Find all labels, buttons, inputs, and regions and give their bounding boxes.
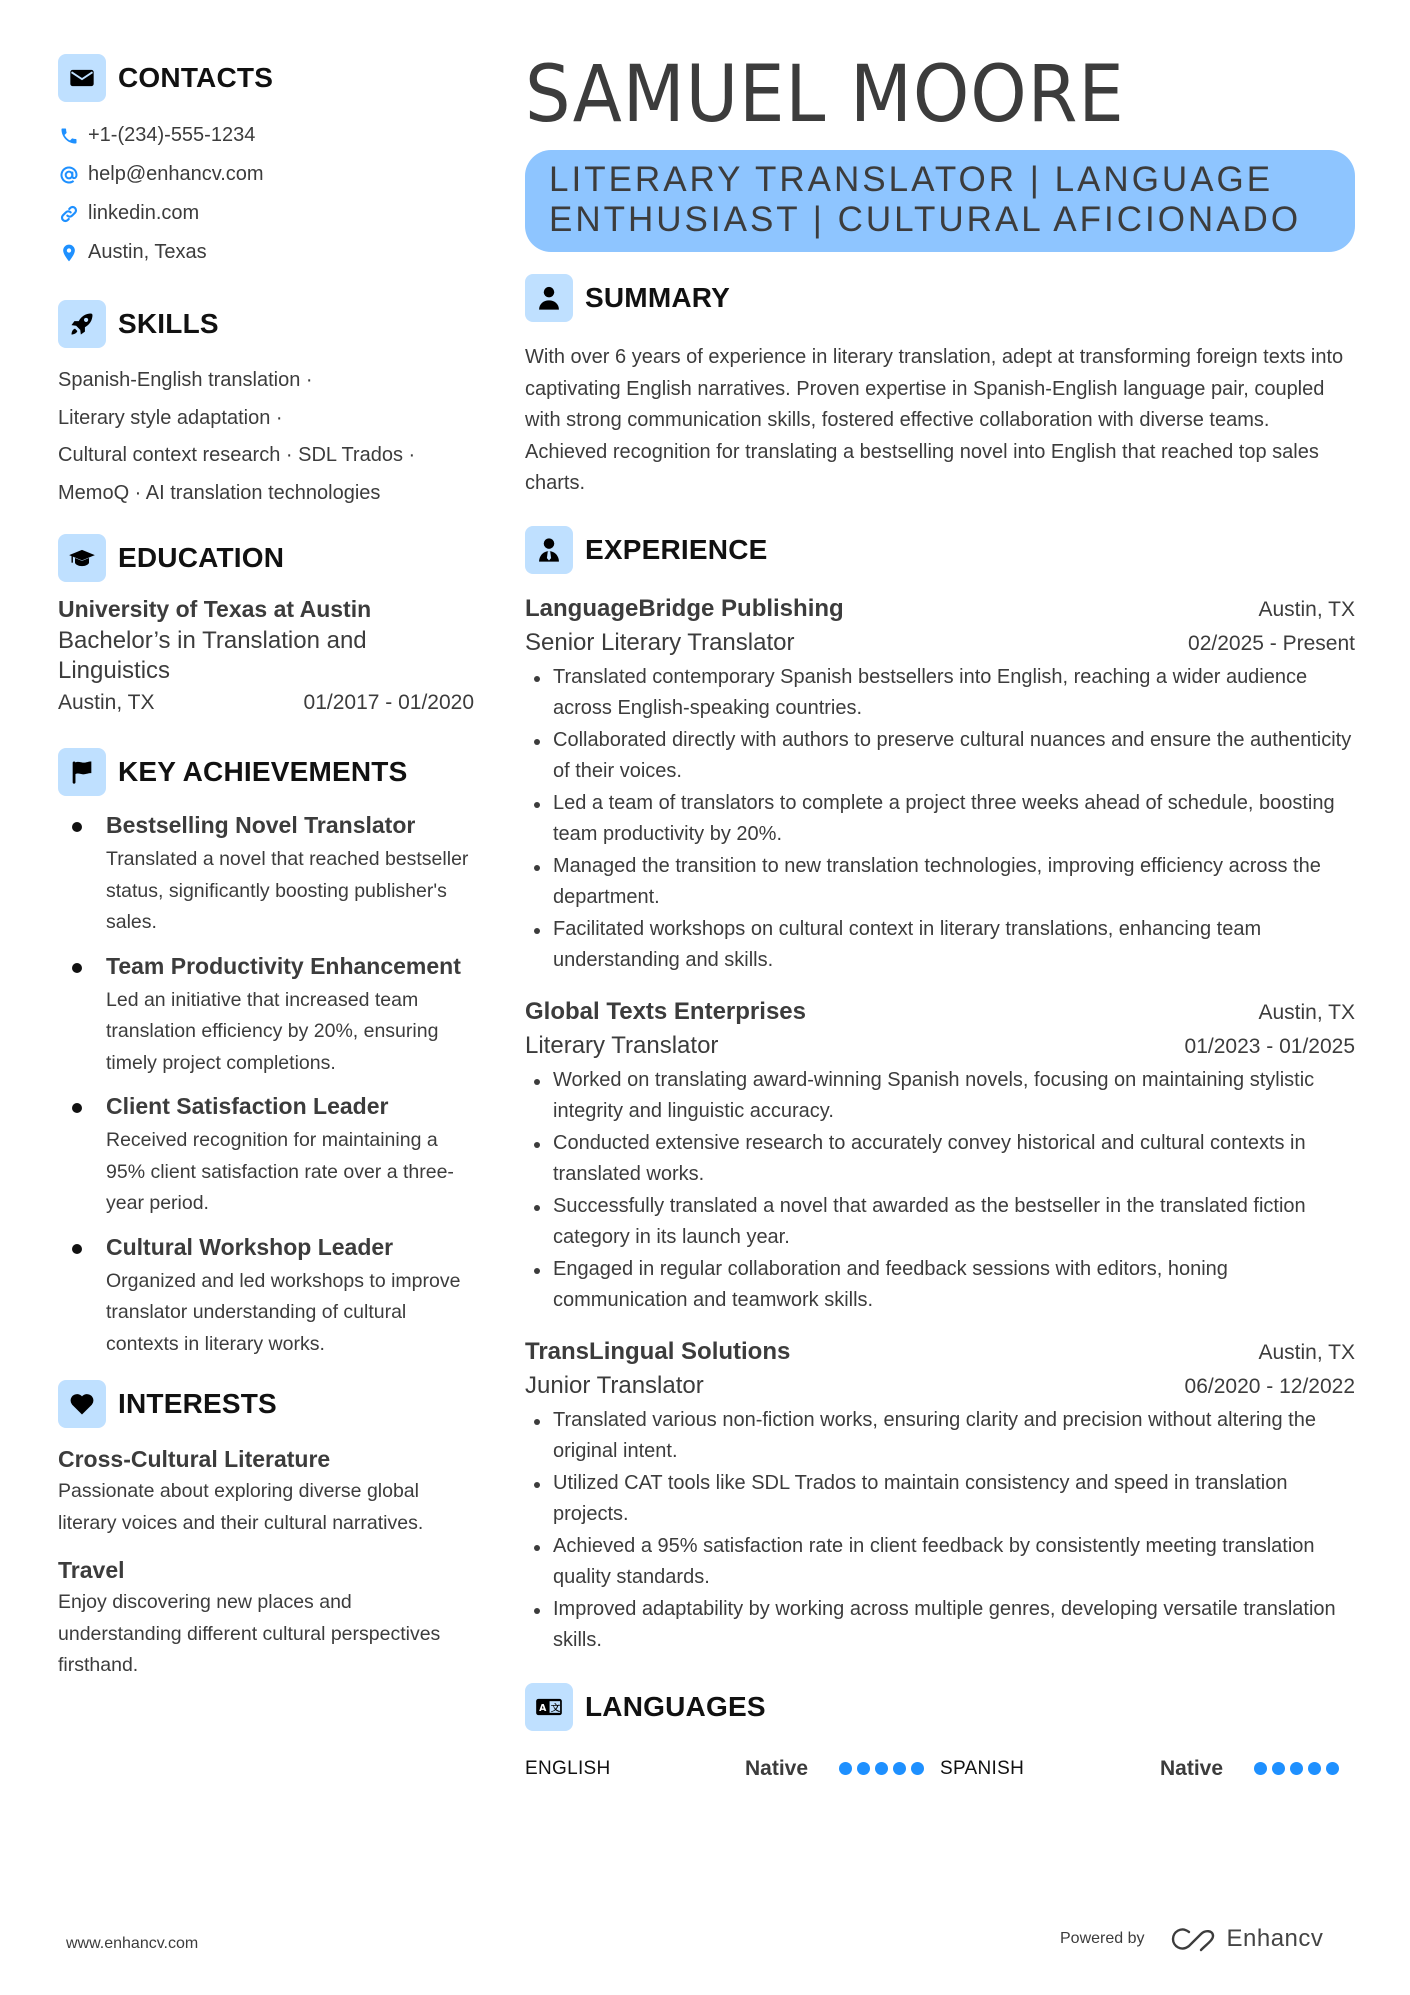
job-header [525,592,1355,626]
at-icon [58,164,80,186]
skills-list [58,362,478,512]
interests-list [58,1442,478,1682]
language-name: SPANISH [940,1757,1025,1779]
job-bullet: Worked on translating award-winning Spanish novels, focusing on maintaining stylistic integrity and linguistic accuracy. [525,1065,1355,1128]
achievements-header [58,748,478,796]
right-column [525,50,1355,1781]
languages-header [525,1683,1355,1731]
dot-icon [1290,1762,1303,1775]
language-level: Native [745,1756,809,1780]
achievement-desc: Organized and led workshops to improve translator understanding of cultural contexts in literary works. [106,1269,461,1355]
job-location: Austin, TX [1258,1340,1355,1364]
section-title: SKILLS [118,308,219,339]
job-bullet: Engaged in regular collaboration and feedback sessions with editors, honing communication and teamwork skills. [525,1254,1355,1317]
job-subheader [525,1369,1355,1403]
brand-name: Enhancv [1226,1925,1324,1952]
achievement-title: Cultural Workshop Leader [106,1233,394,1260]
proficiency-dots [839,1762,924,1775]
skills-header [58,300,478,348]
graduation-cap-icon [58,534,106,582]
section-title: EXPERIENCE [585,533,768,565]
job-bullet: Led a team of translators to complete a project three weeks ahead of schedule, boosting team productivity by 20%. [525,788,1355,851]
language-item [940,1757,1355,1781]
language-item [525,1757,940,1781]
interest-desc: Passionate about exploring diverse global literary voices and their cultural narratives. [58,1480,424,1534]
job-role: Junior Translator [525,1371,704,1399]
achievements-section [58,748,478,1360]
achievement-title: Team Productivity Enhancement [106,952,461,979]
dot-icon [1254,1762,1267,1775]
skills-section [58,300,478,512]
footer-branding[interactable] [1060,1925,1323,1953]
rocket-icon [58,300,106,348]
contact-location [58,233,478,272]
job-company: Global Texts Enterprises [525,997,806,1025]
job-dates: 02/2025 - Present [1188,631,1355,655]
achievements-list [58,810,478,1360]
job-bullet: Successfully translated a novel that awarded as the bestseller in the translated fiction category in its launch year. [525,1191,1355,1254]
flag-icon [58,748,106,796]
contact-text: +1-(234)-555-1234 [88,124,256,146]
job-bullets [525,662,1355,977]
candidate-title: LITERARY TRANSLATOR | LANGUAGE ENTHUSIAST | CULTURAL AFICIONADO [549,160,1302,239]
contact-text: help@enhancv.com [88,163,264,185]
education-section [58,534,478,720]
candidate-name: SAMUEL MOORE [525,50,1125,140]
achievement-item [58,1091,478,1220]
powered-by-label: Powered by [1060,1930,1145,1947]
skills-line: Cultural context research · SDL Trados · [58,444,416,466]
skills-line: Spanish-English translation · [58,369,313,391]
job-entry [525,592,1355,977]
interest-desc: Enjoy discovering new places and understanding different cultural perspectives firsthand. [58,1591,441,1676]
contacts-header [58,54,478,102]
interests-section [58,1380,478,1682]
section-title: INTERESTS [118,1388,277,1419]
bullet-icon [72,1244,82,1254]
job-bullets [525,1405,1355,1657]
job-subheader [525,626,1355,660]
achievement-item [58,951,478,1080]
dot-icon [839,1762,852,1775]
achievement-desc: Translated a novel that reached bestseller status, significantly boosting publisher's sales. [106,848,469,933]
dot-icon [911,1762,924,1775]
skills-line: MemoQ · AI translation technologies [58,481,381,504]
contact-text: Austin, Texas [88,241,207,263]
dot-icon [893,1762,906,1775]
job-role: Literary Translator [525,1031,719,1059]
job-location: Austin, TX [1258,597,1355,621]
education-entry [58,592,478,720]
contact-text: linkedin.com [88,202,200,224]
language-name: ENGLISH [525,1757,611,1779]
user-icon [525,274,573,322]
achievement-item [58,1232,478,1361]
job-bullet: Improved adaptability by working across multiple genres, developing versatile translation skills. [525,1594,1355,1657]
contact-list [58,116,478,272]
achievement-title: Client Satisfaction Leader [106,1093,389,1119]
achievement-desc: Led an initiative that increased team translation efficiency by 20%, ensuring timely project completions. [106,988,439,1074]
contact-phone[interactable] [58,116,478,155]
summary-header [525,274,1355,322]
languages-list [525,1757,1355,1781]
experience-section [525,526,1355,1657]
envelope-icon [58,54,106,102]
section-title: LANGUAGES [585,1690,766,1722]
job-header [525,995,1355,1029]
interest-item [58,1442,478,1539]
job-bullet: Translated contemporary Spanish bestsellers into English, reaching a wider audience across English-speaking countries. [525,662,1355,725]
job-dates: 01/2023 - 01/2025 [1184,1034,1355,1058]
enhancv-logo-icon [1171,1926,1219,1952]
contact-linkedin[interactable] [58,194,478,233]
achievement-title: Bestselling Novel Translator [106,812,416,838]
location-pin-icon [58,242,80,264]
section-title: EDUCATION [118,542,285,573]
summary-section [525,274,1355,500]
job-bullet: Utilized CAT tools like SDL Trados to maintain consistency and speed in translation projects. [525,1468,1355,1531]
language-level: Native [1160,1756,1224,1780]
left-column [58,54,478,1696]
experience-header [525,526,1355,574]
job-bullet: Achieved a 95% satisfaction rate in client feedback by consistently meeting translation quality standards. [525,1531,1355,1594]
section-title: SUMMARY [585,282,731,313]
user-tie-icon [525,526,573,574]
dot-icon [857,1762,870,1775]
job-role: Senior Literary Translator [525,628,795,656]
link-icon [58,203,80,225]
svg-text:文: 文 [550,1702,561,1714]
interests-header [58,1380,478,1428]
job-bullet: Collaborated directly with authors to preserve cultural nuances and ensure the authenticity of their voices. [525,725,1355,788]
dot-icon [1308,1762,1321,1775]
translate-icon [525,1683,573,1731]
interest-title: Travel [58,1557,125,1583]
phone-icon [58,125,80,147]
bullet-icon [72,1103,82,1113]
education-header [58,534,478,582]
school-name: University of Texas at Austin [58,596,372,622]
job-entry [525,995,1355,1317]
job-company: LanguageBridge Publishing [525,594,844,622]
dot-icon [875,1762,888,1775]
education-location: Austin, TX [58,691,155,714]
interest-item [58,1553,478,1682]
dot-icon [1272,1762,1285,1775]
education-meta [58,686,474,720]
job-bullet: Conducted extensive research to accurately convey historical and cultural contexts in translated works. [525,1128,1355,1191]
job-bullet: Facilitated workshops on cultural context in literary translations, enhancing team understanding and skills. [525,914,1355,977]
heart-icon [58,1380,106,1428]
job-dates: 06/2020 - 12/2022 [1184,1374,1355,1398]
footer-website-link[interactable]: www.enhancv.com [66,1935,199,1952]
summary-text: With over 6 years of experience in literary translation, adept at transforming foreign texts into captivating English narratives. Proven expertise in Spanish-English language pair, coupled with strong communication skills, fostered effective collaboration with diverse teams. Achieved recognition for translating a bestselling novel into English that reached top sales charts. [525,346,1344,494]
title-band [525,150,1355,252]
svg-text:A: A [539,1702,547,1714]
degree: Bachelor’s in Translation and Linguistics [58,627,367,684]
achievement-item [58,810,478,939]
section-title: KEY ACHIEVEMENTS [118,756,408,787]
languages-section [525,1683,1355,1781]
job-bullets [525,1065,1355,1317]
education-dates: 01/2017 - 01/2020 [303,691,474,714]
contacts-section [58,54,478,272]
proficiency-dots [1254,1762,1339,1775]
bullet-icon [72,822,82,832]
job-location: Austin, TX [1258,1000,1355,1024]
achievement-desc: Received recognition for maintaining a 95% client satisfaction rate over a three-year period. [106,1129,454,1214]
job-bullet: Managed the transition to new translation technologies, improving efficiency across the department. [525,851,1355,914]
contact-email[interactable] [58,155,478,194]
job-bullet: Translated various non-fiction works, ensuring clarity and precision without altering the original intent. [525,1405,1355,1468]
job-subheader [525,1029,1355,1063]
bullet-icon [72,963,82,973]
job-entry [525,1335,1355,1657]
dot-icon [1326,1762,1339,1775]
skills-line: Literary style adaptation · [58,406,283,429]
job-company: TransLingual Solutions [525,1337,791,1365]
job-header [525,1335,1355,1369]
section-title: CONTACTS [118,62,274,93]
interest-title: Cross-Cultural Literature [58,1446,331,1472]
